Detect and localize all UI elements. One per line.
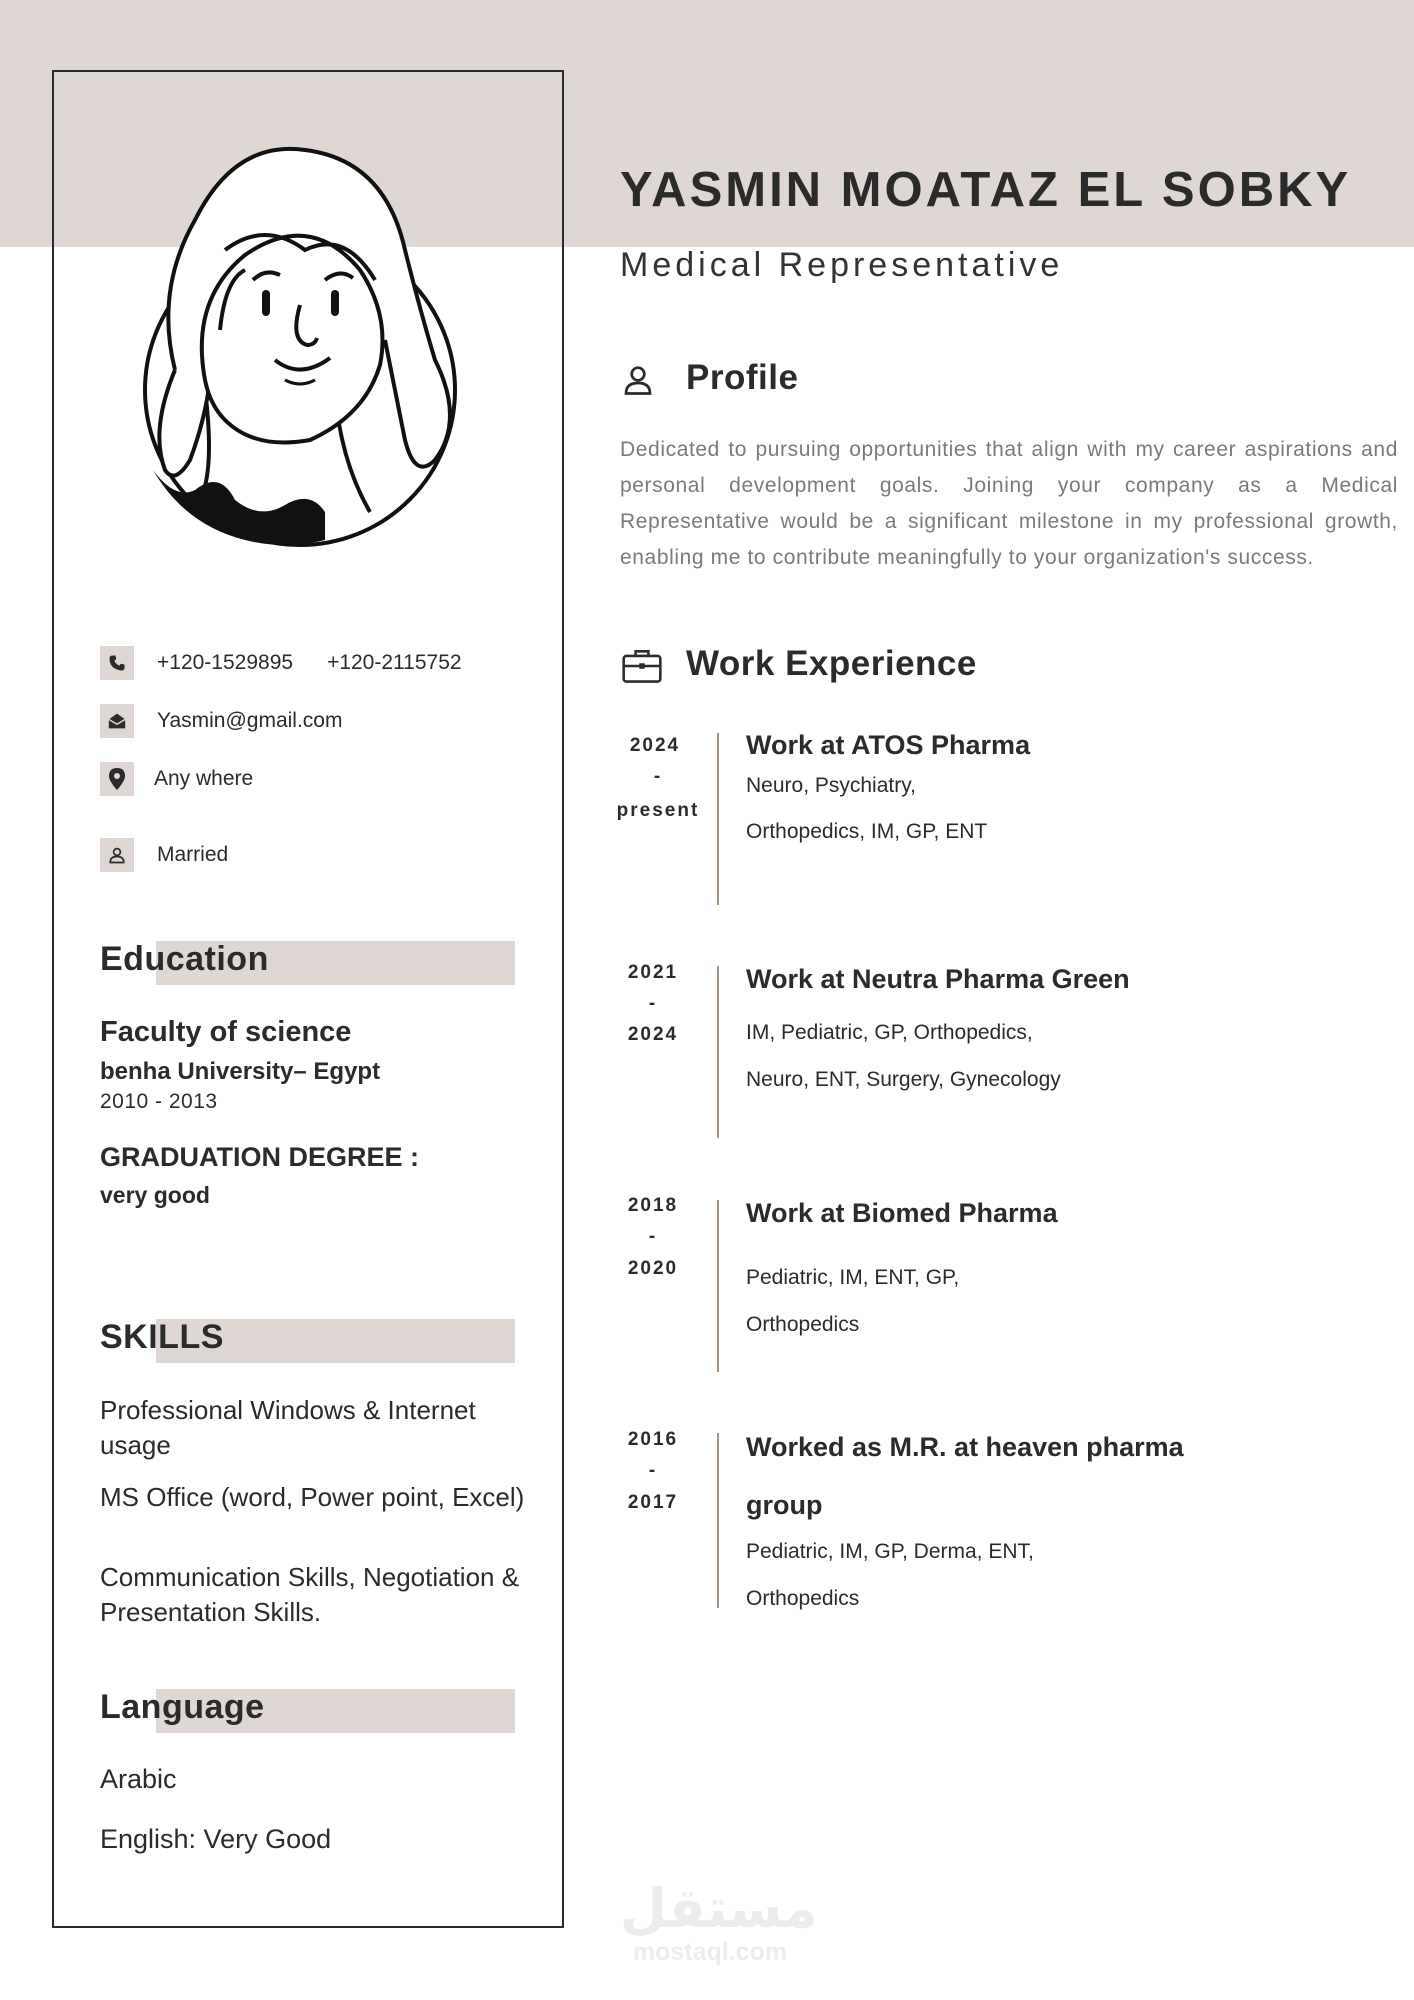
contact-status-row [100, 838, 228, 872]
watermark-arabic: مستقل [620, 1879, 818, 1939]
contact-phone-row [100, 646, 462, 680]
phone-number-2[interactable]: +120-2115752 [327, 651, 462, 674]
job-title: Work at ATOS Pharma [746, 730, 1031, 760]
job-year-dash: - [648, 993, 658, 1014]
phone-number-1[interactable]: +120-1529895 [157, 651, 294, 674]
education-university: benha University– Egypt [100, 1058, 381, 1085]
job-year-start: 2021 [627, 962, 679, 983]
contact-location-row [100, 762, 253, 796]
skill-item: Professional Windows & Internet usage [100, 1395, 476, 1460]
skill-item: Communication Skills, Negotiation & Presentation Skills. [100, 1562, 520, 1627]
watermark [620, 1879, 818, 1967]
job-year-dash: - [648, 1460, 658, 1481]
job-specialties: Orthopedics [746, 1587, 860, 1610]
job-specialties: IM, Pediatric, GP, Orthopedics, [746, 1021, 1033, 1044]
job-title-continued: group [746, 1490, 823, 1520]
job-specialties: Orthopedics, IM, GP, ENT [746, 820, 988, 843]
language-item: Arabic [100, 1764, 177, 1794]
job-specialties: Neuro, Psychiatry, [746, 774, 916, 797]
timeline-line [717, 1200, 719, 1372]
candidate-name: YASMIN MOATAZ EL SOBKY [620, 163, 1352, 217]
job-title: Work at Neutra Pharma Green [746, 964, 1130, 994]
job-year-end: 2017 [627, 1492, 679, 1513]
job-title: Work at Biomed Pharma [746, 1198, 1058, 1228]
person-icon [100, 838, 134, 872]
profile-heading: Profile [686, 358, 799, 397]
job-year-dash: - [653, 766, 663, 787]
job-title: Worked as M.R. at heaven pharma [746, 1432, 1184, 1462]
graduation-degree-value: very good [100, 1182, 210, 1208]
skill-item: MS Office (word, Power point, Excel) [100, 1482, 525, 1512]
candidate-title: Medical Representative [620, 246, 1064, 284]
briefcase-icon [620, 644, 664, 688]
timeline-line [717, 966, 719, 1138]
timeline-line [717, 733, 719, 905]
skills-heading: SKILLS [100, 1318, 224, 1356]
email-address[interactable]: Yasmin@gmail.com [157, 709, 343, 732]
marital-status: Married [157, 843, 229, 866]
job-year-end: 2024 [627, 1024, 679, 1045]
job-year-start: 2024 [629, 735, 681, 756]
work-experience-heading: Work Experience [686, 644, 977, 683]
job-year-dash: - [648, 1226, 658, 1247]
language-heading: Language [100, 1688, 265, 1726]
education-heading: Education [100, 940, 269, 978]
job-year-end: 2020 [627, 1258, 679, 1279]
location-pin-icon [100, 762, 134, 796]
education-faculty: Faculty of science [100, 1016, 352, 1048]
envelope-icon [100, 704, 134, 738]
avatar-illustration [135, 140, 465, 550]
job-year-start: 2016 [627, 1429, 679, 1450]
job-specialties: Pediatric, IM, ENT, GP, [746, 1266, 960, 1289]
job-specialties: Pediatric, IM, GP, Derma, ENT, [746, 1540, 1034, 1563]
education-years: 2010 - 2013 [100, 1090, 218, 1113]
phone-icon [100, 646, 134, 680]
job-year-start: 2018 [627, 1195, 679, 1216]
language-item: English: Very Good [100, 1824, 332, 1854]
graduation-degree-label: GRADUATION DEGREE : [100, 1142, 420, 1172]
profile-person-icon [620, 362, 656, 398]
profile-summary: Dedicated to pursuing opportunities that align with my career aspirations and personal development goals. Joining your company as a Medical Representative would be a significant milestone in my professional growth, enabling me to contribute meaningfully to your organization's success. [620, 438, 1398, 569]
timeline-line [717, 1433, 719, 1608]
job-specialties: Orthopedics [746, 1313, 860, 1336]
job-year-end: present [616, 800, 700, 821]
watermark-latin: mostaql.com [632, 1938, 788, 1966]
location-text: Any where [154, 767, 254, 790]
job-specialties: Neuro, ENT, Surgery, Gynecology [746, 1068, 1061, 1091]
contact-email-row [100, 704, 342, 738]
